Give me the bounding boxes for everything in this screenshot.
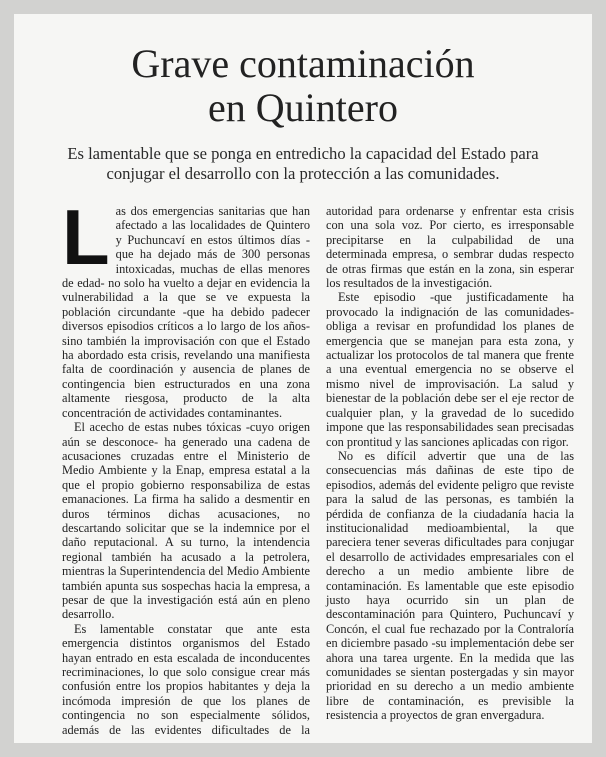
- deck-subtitle: Es lamentable que se ponga en entredicho la capacidad del Estado para conjugar el desarrollo con la protección a las comunidades.: [67, 144, 539, 183]
- paragraph-1: [62, 193, 310, 420]
- paragraph-3: Es lamentable constatar que ante esta emergencia distintos organismos del Estado hayan entrado en esta escalada de inconducentes recriminaciones, lo que solo consigue crear más confusión entre los propios habitantes y deja la incómoda impresión de que los planes de contingencia no son especialmente sólidos, además de las evidentes dificultades de la autoridad para ordenarse y enfrentar esta crisis con una sola voz. Por cierto, es irresponsable precipitarse en la culpabilidad de una determinada empresa, o sembrar dudas respecto de otras firmas que están en la zona, sin esperar los resultados de la investigación.: [62, 204, 574, 737]
- paragraph-2: El acecho de estas nubes tóxicas -cuyo origen aún se desconoce- ha generado una cadena de acusaciones cruzadas entre el Ministerio de Medio Ambiente y la Enap, empresa estatal a la que el propio gobierno responsabiliza de estas emanaciones. La firma ha salido a desmentir en duros términos dichas acusaciones, no descartando solicitar que se la indemnice por el daño reputacional. A su turno, la intendencia regional también ha acusado a la petrolera, mientras la Superintendencia del Medio Ambiente también apunta sus sospechas hacia la empresa, a pesar de que la investigación está aún en pleno desarrollo.: [62, 420, 310, 622]
- headline: [28, 42, 578, 130]
- article-body: [62, 193, 574, 739]
- headline-line-2: en Quintero: [208, 85, 398, 130]
- drop-cap: L: [62, 193, 110, 281]
- headline-line-1: Grave contaminación: [131, 41, 475, 86]
- paragraph-5: No es difícil advertir que una de las consecuencias más dañinas de este tipo de episodios, además del evidente peligro que reviste para la salud de las personas, es también la pérdida de confianza de la ciudadanía hacia la institucionalidad medioambiental, la que pareciera tener severas dificultades para conjugar el desarrollo de actividades empresariales con el derecho a un medio ambiente libre de contaminación. Es lamentable que este episodio justo haya ocurrido sin un plan de descontaminación para Quintero, Puchuncaví y Concón, el cual fue rechazado por la Contraloría en diciembre pasado -su implementación debe ser ahora una tarea urgente. En la medida que las comunidades se sientan postergadas y sin mayor prioridad en su derecho a un medio ambiente libre de contaminación, es previsible la resistencia a proyectos de gran envergadura.: [326, 448, 574, 723]
- paragraph-1-text: as dos emergencias sanitarias que han afectado a las localidades de Quintero y Puchuncaví en estos últimos días -que ha dejado más de 300 personas intoxicadas, muchas de ellas menores de edad- no solo ha vuelto a dejar en evidencia la vulnerabilidad a la que se ve expuesta la población circundante -que ha debido padecer diversos episodios críticos a lo largo de los años- sino también la improvisación con que el Estado ha abordado esta crisis, revelando una manifiesta falta de coordinación y ausencia de planes de contingencia bien estructurados en una zona altamente riesgosa, producto de la alta concentración de actividades contaminantes.: [62, 204, 310, 420]
- paragraph-4: Este episodio -que justificadamente ha provocado la indignación de las comunidades- obliga a revisar en profundidad los planes de emergencia que se manejan para esta zona, y actualizar los protocolos de tal manera que frente a una eventual emergencia no se observe el mismo nivel de improvisación. La salud y bienestar de la población debe ser el eje rector de cualquier plan, y la gravedad de lo sucedido impone que las responsabilidades sean precisadas con prontitud y las sanciones aplicadas con rigor.: [326, 290, 574, 449]
